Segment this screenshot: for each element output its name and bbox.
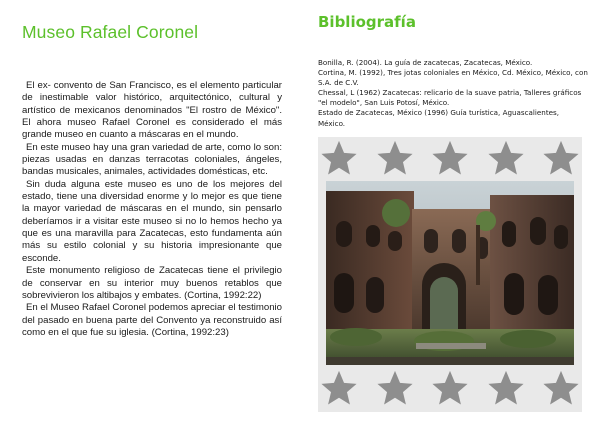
reference-3: Chessal, L (1962) Zacatecas: relicario de la suave patria, Talleres gráficos "el modelo", San Luis Potosí, México. bbox=[318, 88, 582, 108]
star-border-top bbox=[318, 137, 582, 179]
bibliography-list bbox=[318, 58, 588, 129]
paragraph-5: En el Museo Rafael Coronel podemos apreciar el testimonio del pasado en buena parte del Convento ya reconstruido así como en el que fue su iglesia. (Cortina, 1992:23) bbox=[22, 302, 282, 338]
paragraph-2: En este museo hay una gran variedad de arte, como lo son: piezas usadas en danzas terracotas coloniales, ángeles, bandas musicales, animales, actividades domésticas, etc. bbox=[22, 141, 282, 178]
star-icon bbox=[487, 139, 525, 177]
paragraph-4: Este monumento religioso de Zacatecas tiene el privilegio de conservar en su interior muy buenos retablos que sobrevivieron los altibajos y embates. (Cortina, 1992:22) bbox=[22, 265, 282, 301]
photo-frame bbox=[318, 137, 582, 412]
star-icon bbox=[376, 369, 414, 407]
star-icon bbox=[487, 369, 525, 407]
star-icon bbox=[542, 369, 580, 407]
star-icon bbox=[320, 139, 358, 177]
star-icon bbox=[431, 139, 469, 177]
convent-ruins-photo bbox=[326, 181, 574, 365]
bibliography-title: Bibliografía bbox=[318, 13, 416, 31]
museum-description bbox=[22, 80, 282, 339]
reference-2: Cortina, M. (1992), Tres jotas coloniales en México, Cd. México, México, con S.A. de C.V. bbox=[318, 68, 588, 88]
reference-1: Bonilla, R. (2004). La guía de zacatecas, Zacatecas, México. bbox=[318, 58, 533, 67]
paragraph-1: El ex- convento de San Francisco, es el elemento particular de inestimable valor histórico, arquitectónico, cultural y artístico de mexicanos denominados "El rostro de México". El ahora museo Rafael Coronel es considerado el más grande museo en cuanto a máscaras en el mundo. bbox=[22, 80, 282, 141]
star-border-bottom bbox=[318, 367, 582, 409]
reference-4: Estado de Zacatecas, México (1996) Guía turística, Aguascalientes, México. bbox=[318, 108, 560, 128]
star-icon bbox=[376, 139, 414, 177]
star-icon bbox=[320, 369, 358, 407]
paragraph-3: Sin duda alguna este museo es uno de los mejores del estado, tiene una diversidad enorme y lo mejor es que tiene la mayor variedad de máscaras en el mundo, sin pensarlo deberíamos ir a visitar este museo si no lo hemos hecho ya que es una maravilla para Zacatecas, esto fundamenta aún más su estilo colonial y su historia impresionante que esconde. bbox=[22, 178, 282, 264]
museum-title: Museo Rafael Coronel bbox=[22, 22, 199, 42]
star-icon bbox=[431, 369, 469, 407]
star-icon bbox=[542, 139, 580, 177]
